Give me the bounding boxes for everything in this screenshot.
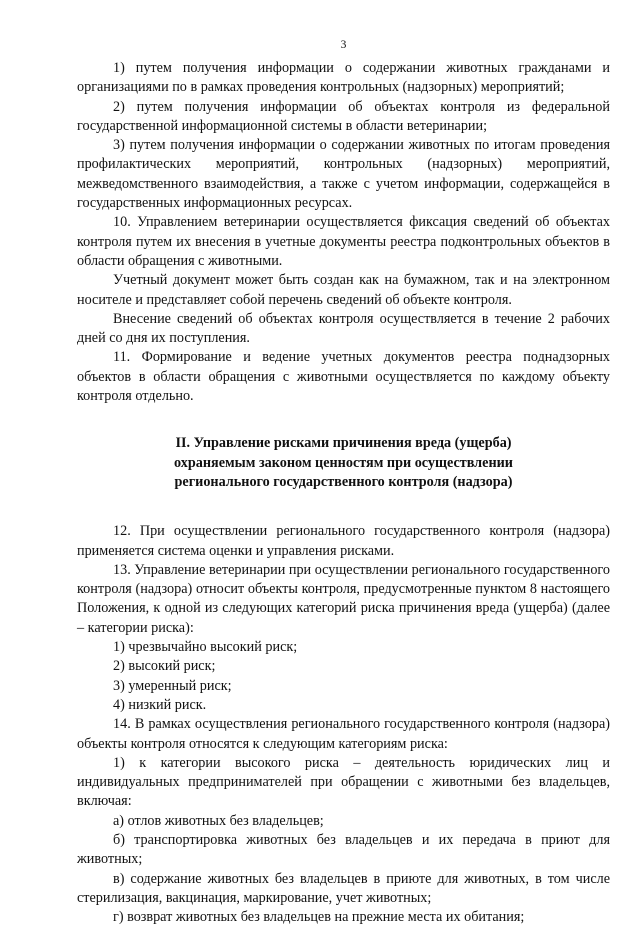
list-item: 1) чрезвычайно высокий риск; (113, 639, 298, 656)
paragraph: 10. Управлением ветеринарии осуществляется фиксация сведений об объектах контроля путем их внесения в учетные документы реестра подконтрольных объектов в области обращения с животными. (77, 214, 610, 269)
list-item: 4) низкий риск. (113, 696, 207, 713)
list-item: в) содержание животных без владельцев в приюте для животных, в том числе стерилизация, вакцинация, маркирование, учет животных; (77, 870, 610, 906)
list-item: г) возврат животных без владельцев на прежние места их обитания; (113, 909, 525, 926)
list-item: 3) умеренный риск; (113, 677, 232, 694)
list-item: 2) высокий риск; (113, 658, 216, 675)
page-number: 3 (340, 39, 347, 51)
paragraph: 3) путем получения информации о содержании животных по итогам проведения профилактических мероприятий, контрольных (надзорных) мероприятий, межведомственного взаимодействия, а также с учетом информации, содержащейся в государственных информационных ресурсах. (77, 137, 610, 212)
paragraph: 12. При осуществлении регионального государственного контроля (надзора) применяется система оценки и управления рисками. (77, 523, 610, 559)
section-heading (77, 434, 610, 492)
list-item: а) отлов животных без владельцев; (113, 812, 324, 829)
section-heading-line: регионального государственного контроля (надзора) (174, 473, 513, 490)
paragraph: Учетный документ может быть создан как на бумажном, так и на электронном носителе и представляет собой перечень сведений об объекте контроля. (77, 272, 610, 308)
document-body (77, 59, 610, 927)
paragraph: 1) к категории высокого риска – деятельность юридических лиц и индивидуальных предпринимателей при обращении с животными без владельцев, включая: (77, 754, 610, 810)
paragraph: 2) путем получения информации об объектах контроля из федеральной государственной информационной системы в области ветеринарии; (77, 98, 610, 134)
paragraph: 14. В рамках осуществления регионального государственного контроля (надзора) объекты контроля относятся к следующим категориям риска: (77, 716, 610, 752)
paragraph: Внесение сведений об объектах контроля осуществляется в течение 2 рабочих дней со дня их поступления. (77, 310, 610, 347)
section-heading-line: охраняемым законом ценностям при осуществлении (174, 454, 513, 471)
paragraph: 11. Формирование и ведение учетных документов реестра поднадзорных объектов в области обращения с животными осуществляется по каждому объекту контроля отдельно. (77, 349, 610, 405)
paragraph: 1) путем получения информации о содержании животных гражданами и организациями по в рамках проведения контрольных (надзорных) мероприятий; (77, 60, 610, 96)
section-heading-line: II. Управление рисками причинения вреда (ущерба) (175, 435, 512, 452)
list-item: б) транспортировка животных без владельцев и их передача в приют для животных; (77, 831, 610, 868)
paragraph: 13. Управление ветеринарии при осуществлении регионального государственного контроля (надзора) относит объекты контроля, предусмотренные пунктом 8 настоящего Положения, к одной из следующих категорий риска причинения вреда (ущерба) (далее – категории риска): (77, 561, 610, 636)
